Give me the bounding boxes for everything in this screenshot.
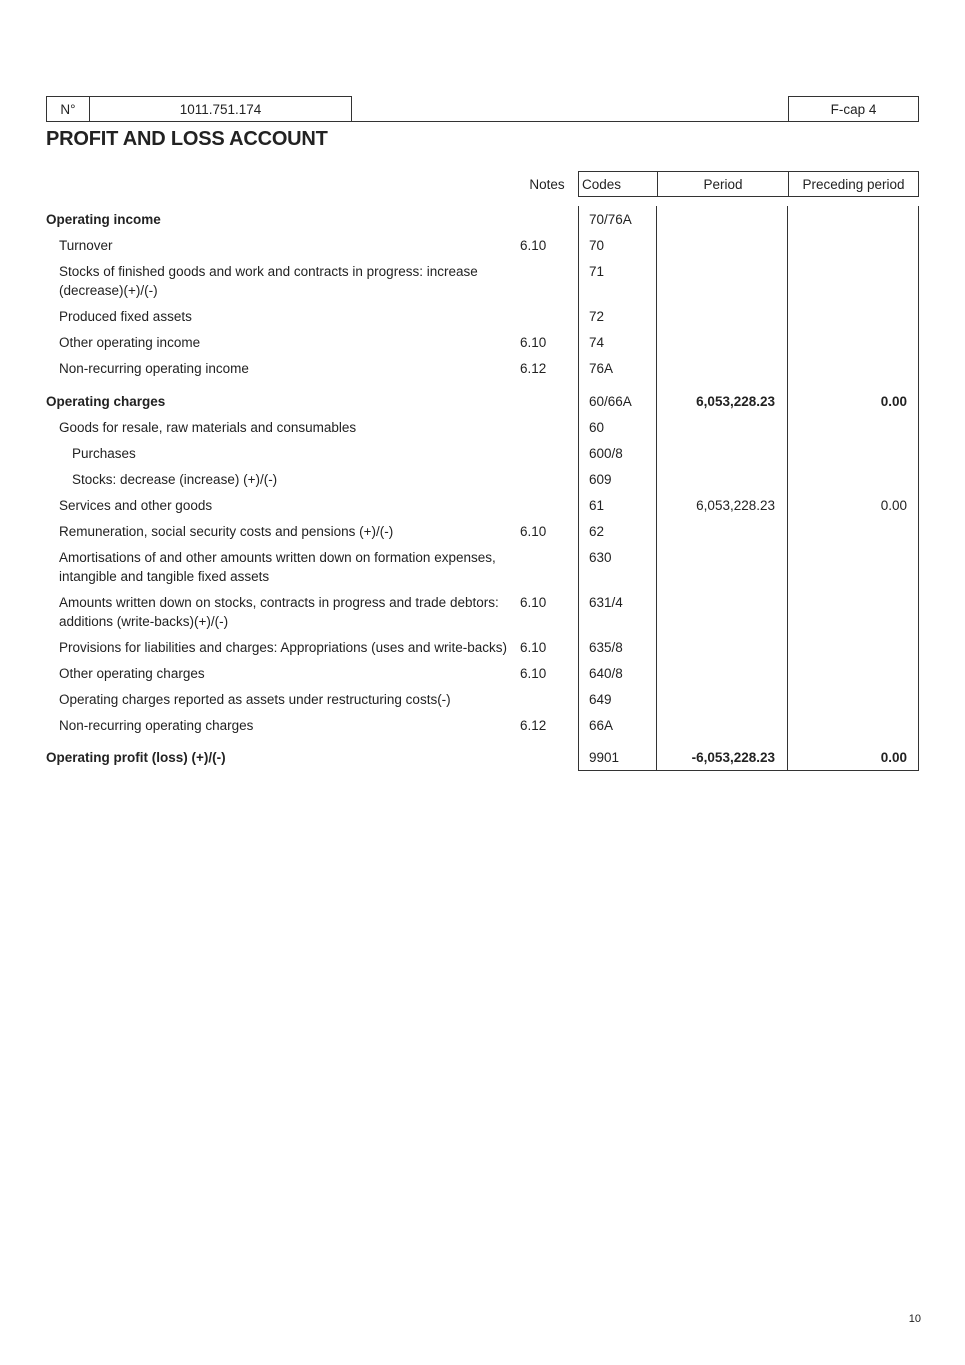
row-label: Remuneration, social security costs and pensions (+)/(-) bbox=[59, 524, 394, 539]
row-code: 640/8 bbox=[589, 666, 623, 681]
row-label: Produced fixed assets bbox=[59, 309, 192, 324]
row-code: 60 bbox=[589, 420, 605, 435]
codes-right-border bbox=[656, 206, 657, 771]
codes-left-border bbox=[578, 206, 579, 771]
page-number: 10 bbox=[908, 1313, 921, 1325]
row-code: 71 bbox=[589, 264, 605, 279]
row-label: Goods for resale, raw materials and consumables bbox=[59, 420, 357, 435]
row-period-value: 6,053,228.23 bbox=[696, 394, 775, 409]
row-code: 631/4 bbox=[589, 595, 623, 610]
row-note: 6.10 bbox=[520, 640, 547, 655]
row-preceding-value: 0.00 bbox=[880, 750, 907, 765]
row-note: 6.12 bbox=[520, 718, 547, 733]
row-period-value: -6,053,228.23 bbox=[691, 750, 775, 765]
row-code: 61 bbox=[589, 498, 605, 513]
row-code: 649 bbox=[589, 692, 612, 707]
row-label: Amortisations of and other amounts written down on formation expenses, intangible and tangible fixed assets bbox=[59, 550, 496, 584]
row-code: 9901 bbox=[589, 750, 620, 765]
period-right-border bbox=[787, 206, 788, 771]
row-preceding-value: 0.00 bbox=[880, 394, 907, 409]
table-bottom-border bbox=[578, 770, 919, 771]
row-note: 6.12 bbox=[520, 361, 547, 376]
row-code: 60/66A bbox=[589, 394, 632, 409]
document-number-value: 1011.751.174 bbox=[89, 96, 352, 122]
column-header-group bbox=[578, 171, 919, 197]
row-note: 6.10 bbox=[520, 335, 547, 350]
row-label: Stocks of finished goods and work and contracts in progress: increase (decrease)(+)/(-) bbox=[59, 264, 478, 298]
row-code: 70 bbox=[589, 238, 605, 253]
row-code: 74 bbox=[589, 335, 605, 350]
row-period-value: 6,053,228.23 bbox=[696, 498, 775, 513]
column-header-codes: Codes bbox=[579, 172, 658, 196]
row-label: Operating income bbox=[46, 212, 161, 227]
row-note: 6.10 bbox=[520, 666, 547, 681]
row-note: 6.10 bbox=[520, 524, 547, 539]
page-title: PROFIT AND LOSS ACCOUNT bbox=[46, 128, 328, 150]
table-right-border bbox=[918, 206, 919, 771]
row-code: 66A bbox=[589, 718, 614, 733]
row-code: 72 bbox=[589, 309, 605, 324]
row-preceding-value: 0.00 bbox=[880, 498, 907, 513]
row-label: Other operating income bbox=[59, 335, 201, 350]
row-label: Services and other goods bbox=[59, 498, 213, 513]
form-code: F-cap 4 bbox=[788, 96, 919, 122]
row-label: Stocks: decrease (increase) (+)/(-) bbox=[72, 472, 278, 487]
row-label: Purchases bbox=[72, 446, 136, 461]
row-label: Operating charges bbox=[46, 394, 166, 409]
row-label: Provisions for liabilities and charges: Appropriations (uses and write-backs) bbox=[59, 640, 507, 655]
row-code: 630 bbox=[589, 550, 612, 565]
row-code: 70/76A bbox=[589, 212, 632, 227]
row-label: Operating profit (loss) (+)/(-) bbox=[46, 750, 226, 765]
row-note: 6.10 bbox=[520, 238, 547, 253]
row-label: Amounts written down on stocks, contracts in progress and trade debtors: additions (write-backs)(+)/(-) bbox=[59, 595, 499, 629]
row-note: 6.10 bbox=[520, 595, 547, 610]
column-header-period: Period bbox=[658, 172, 789, 196]
row-code: 600/8 bbox=[589, 446, 623, 461]
row-label: Turnover bbox=[59, 238, 113, 253]
row-code: 609 bbox=[589, 472, 612, 487]
header-rule bbox=[351, 121, 789, 122]
row-label: Other operating charges bbox=[59, 666, 205, 681]
column-header-notes: Notes bbox=[529, 176, 565, 192]
row-label: Non-recurring operating charges bbox=[59, 718, 254, 733]
column-header-preceding-period: Preceding period bbox=[802, 176, 905, 192]
row-label: Operating charges reported as assets under restructuring costs(-) bbox=[59, 692, 451, 707]
row-label: Non-recurring operating income bbox=[59, 361, 249, 376]
row-code: 62 bbox=[589, 524, 605, 539]
document-number-label: N° bbox=[46, 96, 90, 122]
row-code: 635/8 bbox=[589, 640, 623, 655]
row-code: 76A bbox=[589, 361, 614, 376]
